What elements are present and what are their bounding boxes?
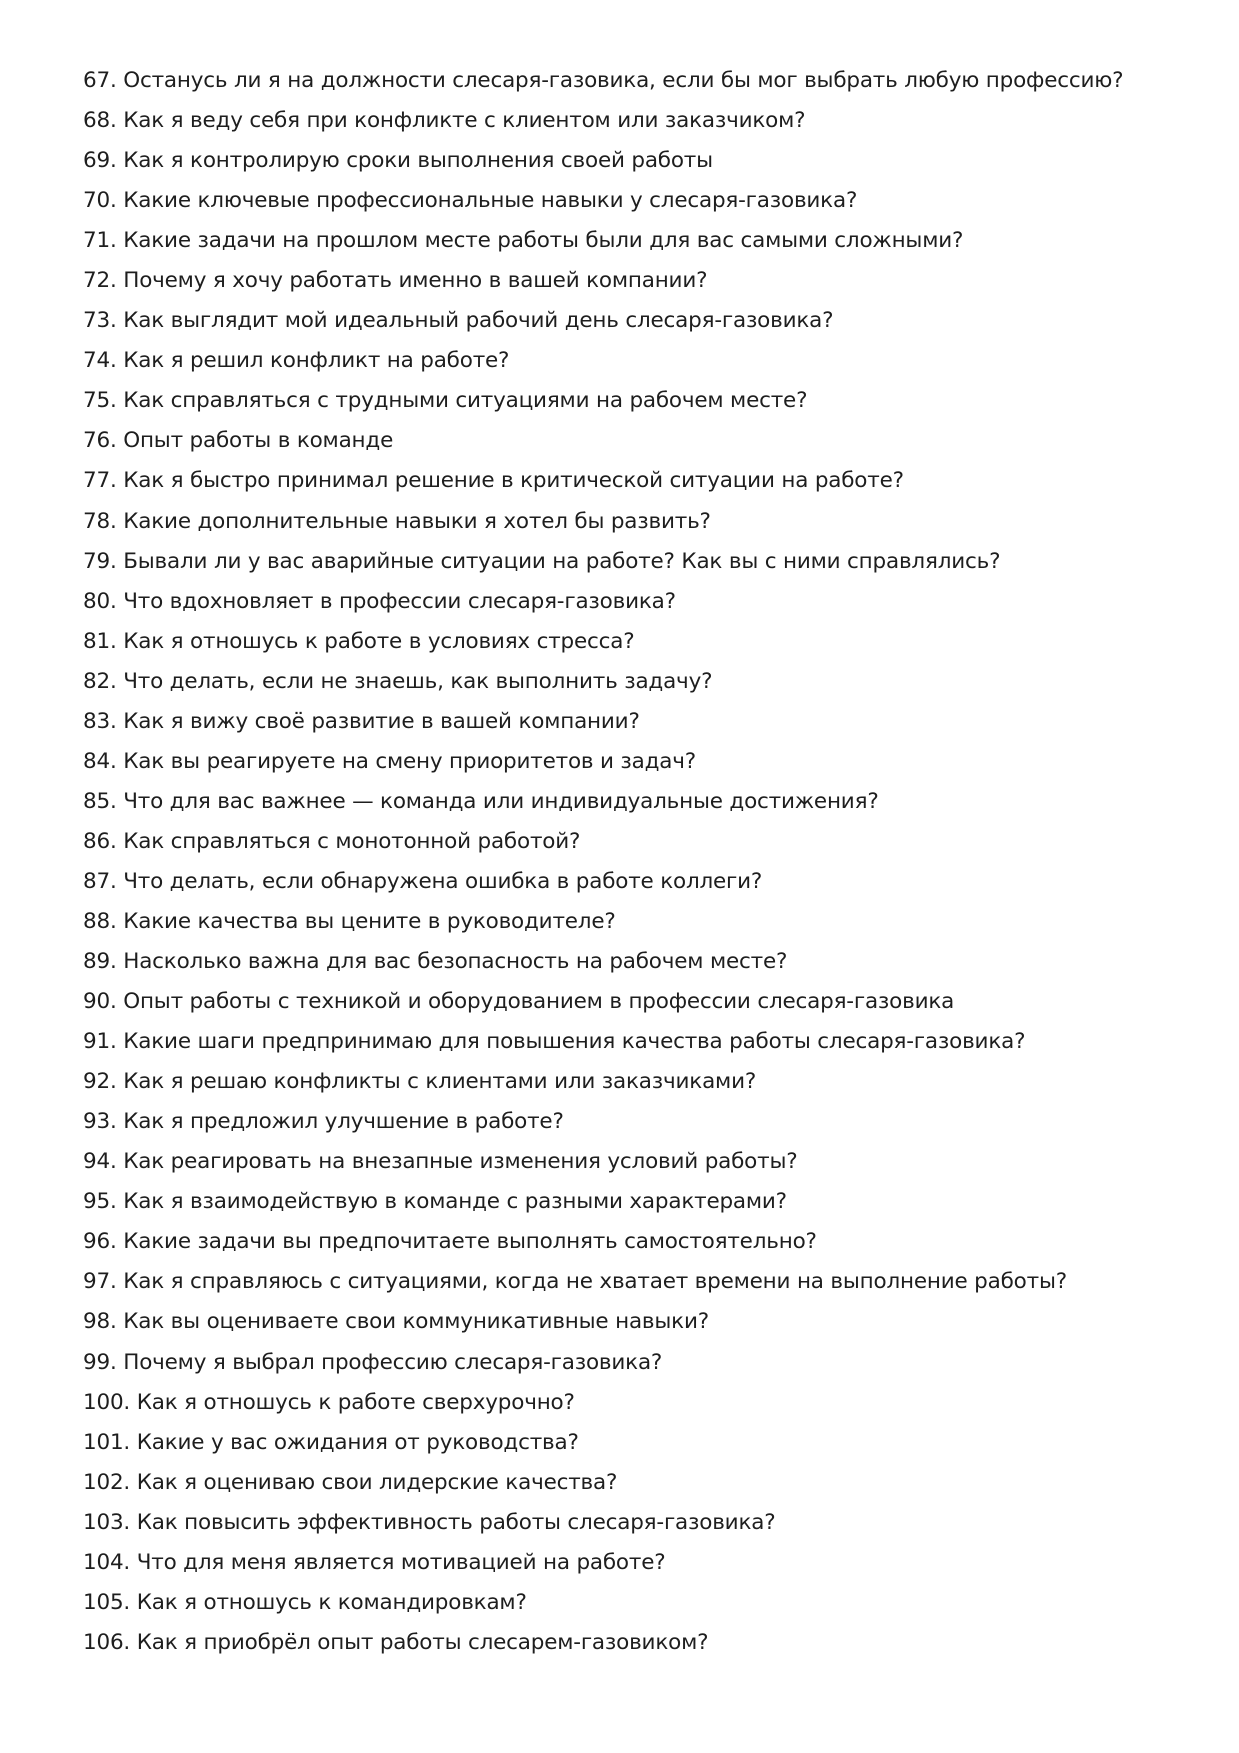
- question-item: 76. Опыт работы в команде: [83, 428, 394, 454]
- question-item: 87. Что делать, если обнаружена ошибка в работе коллеги?: [83, 868, 763, 894]
- question-item: 105. Как я отношусь к командировкам?: [83, 1589, 527, 1615]
- question-item: 100. Как я отношусь к работе сверхурочно?: [83, 1389, 575, 1415]
- question-item: 99. Почему я выбрал профессию слесаря-газовика?: [83, 1349, 663, 1375]
- question-item: 91. Какие шаги предпринимаю для повышения качества работы слесаря-газовика?: [83, 1029, 1026, 1055]
- question-item: 81. Как я отношусь к работе в условиях стресса?: [83, 628, 635, 654]
- question-item: 93. Как я предложил улучшение в работе?: [83, 1109, 564, 1135]
- question-item: 83. Как я вижу своё развитие в вашей компании?: [83, 708, 640, 734]
- question-item: 86. Как справляться с монотонной работой?: [83, 828, 581, 854]
- question-item: 103. Как повысить эффективность работы слесаря-газовика?: [83, 1509, 776, 1535]
- question-item: 106. Как я приобрёл опыт работы слесарем-газовиком?: [83, 1629, 709, 1655]
- question-list: [83, 61, 1183, 1663]
- question-item: 102. Как я оцениваю свои лидерские качества?: [83, 1469, 618, 1495]
- question-item: 94. Как реагировать на внезапные изменения условий работы?: [83, 1149, 798, 1175]
- question-item: 74. Как я решил конфликт на работе?: [83, 348, 510, 374]
- question-item: 92. Как я решаю конфликты с клиентами или заказчиками?: [83, 1069, 757, 1095]
- question-item: 70. Какие ключевые профессиональные навыки у слесаря-газовика?: [83, 188, 858, 214]
- question-item: 95. Как я взаимодействую в команде с разными характерами?: [83, 1189, 787, 1215]
- question-item: 80. Что вдохновляет в профессии слесаря-газовика?: [83, 588, 676, 614]
- question-item: 84. Как вы реагируете на смену приоритетов и задач?: [83, 748, 696, 774]
- question-item: 79. Бывали ли у вас аварийные ситуации на работе? Как вы с ними справлялись?: [83, 548, 1001, 574]
- question-item: 101. Какие у вас ожидания от руководства?: [83, 1429, 579, 1455]
- question-item: 77. Как я быстро принимал решение в критической ситуации на работе?: [83, 468, 904, 494]
- question-item: 89. Насколько важна для вас безопасность на рабочем месте?: [83, 949, 788, 975]
- question-item: 85. Что для вас важнее — команда или индивидуальные достижения?: [83, 788, 879, 814]
- question-item: 88. Какие качества вы цените в руководителе?: [83, 908, 616, 934]
- question-item: 82. Что делать, если не знаешь, как выполнить задачу?: [83, 668, 713, 694]
- question-item: 75. Как справляться с трудными ситуациями на рабочем месте?: [83, 388, 808, 414]
- question-item: 104. Что для меня является мотивацией на работе?: [83, 1549, 666, 1575]
- question-item: 78. Какие дополнительные навыки я хотел бы развить?: [83, 508, 711, 534]
- question-item: 67. Останусь ли я на должности слесаря-газовика, если бы мог выбрать любую профессию?: [83, 68, 1124, 93]
- question-item: 96. Какие задачи вы предпочитаете выполнять самостоятельно?: [83, 1229, 817, 1255]
- question-item: 69. Как я контролирую сроки выполнения своей работы: [83, 148, 713, 174]
- question-item: 72. Почему я хочу работать именно в вашей компании?: [83, 268, 708, 294]
- question-item: 98. Как вы оцениваете свои коммуникативные навыки?: [83, 1309, 709, 1335]
- question-item: 97. Как я справляюсь с ситуациями, когда не хватает времени на выполнение работы?: [83, 1269, 1067, 1295]
- question-item: 73. Как выглядит мой идеальный рабочий день слесаря-газовика?: [83, 308, 834, 334]
- question-item: 71. Какие задачи на прошлом месте работы были для вас самыми сложными?: [83, 228, 964, 254]
- question-item: 90. Опыт работы с техникой и оборудованием в профессии слесаря-газовика: [83, 989, 955, 1015]
- question-item: 68. Как я веду себя при конфликте с клиентом или заказчиком?: [83, 108, 806, 134]
